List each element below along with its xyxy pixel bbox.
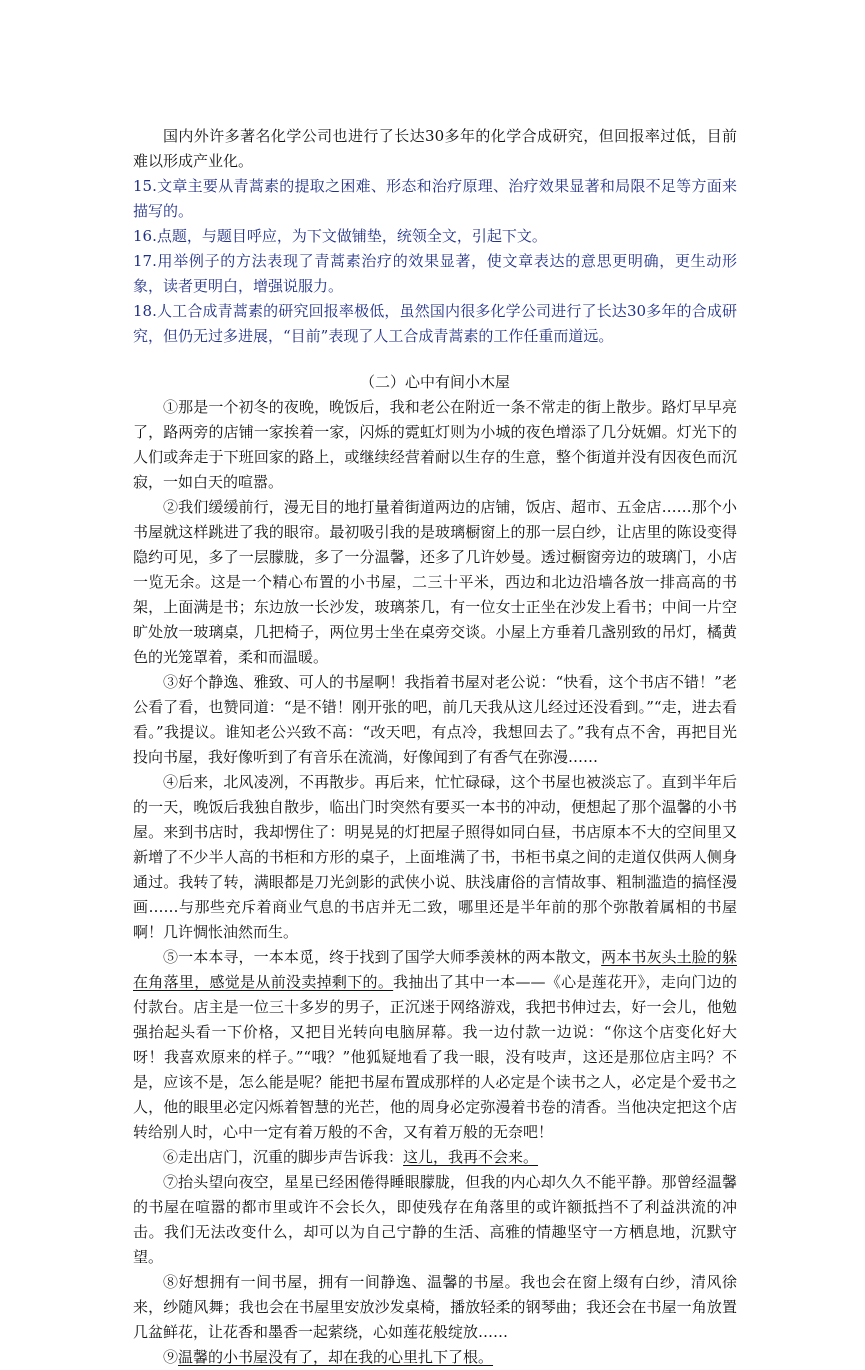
p6-text-start: ⑥走出店门，沉重的脚步声告诉我： — [163, 1148, 404, 1166]
essay-paragraph-2: ②我们缓缓前行，漫无目的地打量着街道两边的店铺，饭店、超市、五金店……那个小书屋就这样跳进了我的眼帘。最初吸引我的是玻璃橱窗上的那一层白纱，让店里的陈设变得隐约可见，多了一层朦胧，多了一分温馨，还多了几许妙曼。透过橱窗旁边的玻璃门，小店一览无余。这是一个精心布置的小书屋，二三十平米，西边和北边沿墙各放一排高高的书架，上面满是书；东边放一长沙发，玻璃茶几，有一位女士正坐在沙发上看书；中间一片空旷处放一玻璃桌，几把椅子，两位男士坐在桌旁交谈。小屋上方垂着几盏别致的吊灯，橘黄色的光笼罩着，柔和而温暖。 — [133, 498, 737, 666]
answer-16: 16.点题，与题目呼应，为下文做铺垫，统领全文，引起下文。 — [133, 227, 547, 245]
answer-15: 15.文章主要从青蒿素的提取之困难、形态和治疗原理、治疗效果显著和局限不足等方面来描写的。 — [133, 177, 737, 220]
essay-paragraph-5 — [133, 945, 737, 1145]
essay-title: （二）心中有间小木屋 — [359, 373, 510, 391]
p9-number: ⑨ — [163, 1348, 179, 1366]
essay-paragraph-3: ③好个静逸、雅致、可人的书屋啊！我指着书屋对老公说：“快看，这个书店不错！”老公看了看，也赞同道：“是不错！刚开张的吧，前几天我从这儿经过还没看到。”“走，进去看看。”我提议。谁知老公兴致不高：“改天吧，有点冷，我想回去了。”我有点不舍，再把目光投向书屋，我好像听到了有音乐在流淌，好像闻到了有香气在弥漫…… — [133, 673, 737, 766]
answer-17: 17.用举例子的方法表现了青蒿素治疗的效果显著，使文章表达的意思更明确，更生动形象，读者更明白，增强说服力。 — [133, 252, 737, 295]
answer-18: 18.人工合成青蒿素的研究回报率极低，虽然国内很多化学公司进行了长达30多年的合成研究，但仍无过多进展，“目前”表现了人工合成青蒿素的工作任重而道远。 — [133, 302, 737, 345]
p5-underlined-sentence: 两本书灰头土脸的躲在角落里，感觉是从前没卖掉剩下的。 — [133, 948, 737, 991]
p5-text-start: ⑤一本本寻，一本本觅，终于找到了国学大师季羡林的两本散文， — [163, 948, 602, 966]
essay-paragraph-6 — [133, 1145, 737, 1170]
essay-paragraph-9 — [133, 1345, 737, 1370]
p5-text-end: 我抽出了其中一本——《心是莲花开》，走向门边的付款台。店主是一位三十多岁的男子，正沉迷于网络游戏，我把书伸过去，好一会儿，他勉强抬起头看一下价格，又把目光转向电脑屏幕。我一边付款一边说：“你这个店变化好大呀！我喜欢原来的样子。”“哦？”他狐疑地看了我一眼，没有吱声，这还是那位店主吗？不是，应该不是，怎么能是呢？能把书屋布置成那样的人必定是个读书之人，必定是个爱书之人，他的眼里必定闪烁着智慧的光芒，他的周身必定弥漫着书卷的清香。当他决定把这个店转给别人时，心中一定有着万般的不舍，又有着万般的无奈吧！ — [133, 973, 737, 1141]
essay-paragraph-7: ⑦抬头望向夜空，星星已经困倦得睡眼朦胧，但我的内心却久久不能平静。那曾经温馨的书屋在喧嚣的都市里或许不会长久，即使残存在角落里的或许额抵挡不了利益洪流的冲击。我们无法改变什么，却可以为自己宁静的生活、高雅的情趣坚守一方栖息地，沉默守望。 — [133, 1173, 737, 1266]
essay-paragraph-1: ①那是一个初冬的夜晚，晚饭后，我和老公在附近一条不常走的街上散步。路灯早早亮了，路两旁的店铺一家挨着一家，闪烁的霓虹灯则为小城的夜色增添了几分妩媚。灯光下的人们或奔走于下班回家的路上，或继续经营着耐以生存的生意，整个街道并没有因夜色而沉寂，一如白天的喧嚣。 — [133, 398, 737, 491]
essay-paragraph-4: ④后来，北风凌冽，不再散步。再后来，忙忙碌碌，这个书屋也被淡忘了。直到半年后的一天，晚饭后我独自散步，临出门时突然有要买一本书的冲动，便想起了那个温馨的小书屋。来到书店时，我却愣住了：明晃晃的灯把屋子照得如同白昼，书店原本不大的空间里又新增了不少半人高的书柜和方形的桌子，上面堆满了书，书柜书桌之间的走道仅供两人侧身通过。我转了转，满眼都是刀光剑影的武侠小说、肤浅庸俗的言情故事、粗制滥造的搞怪漫画……与那些充斥着商业气息的书店并无二致，哪里还是半年前的那个弥散着属相的书屋啊！几许惆怅油然而生。 — [133, 773, 737, 941]
p6-underlined-sentence: 这儿，我再不会来。 — [403, 1148, 539, 1166]
answer-list — [133, 174, 737, 349]
p9-underlined-sentence: 温馨的小书屋没有了，却在我的心里扎下了根。 — [178, 1348, 494, 1366]
intro-paragraph: 国内外许多著名化学公司也进行了长达30多年的化学合成研究，但回报率过低，目前难以形成产业化。 — [133, 127, 737, 170]
essay-paragraph-8: ⑧好想拥有一间书屋，拥有一间静逸、温馨的书屋。我也会在窗上缀有白纱，清风徐来，纱随风舞；我也会在书屋里安放沙发桌椅，播放轻柔的钢琴曲；我还会在书屋一角放置几盆鲜花，让花香和墨香一起萦绕，心如莲花般绽放…… — [133, 1273, 737, 1341]
